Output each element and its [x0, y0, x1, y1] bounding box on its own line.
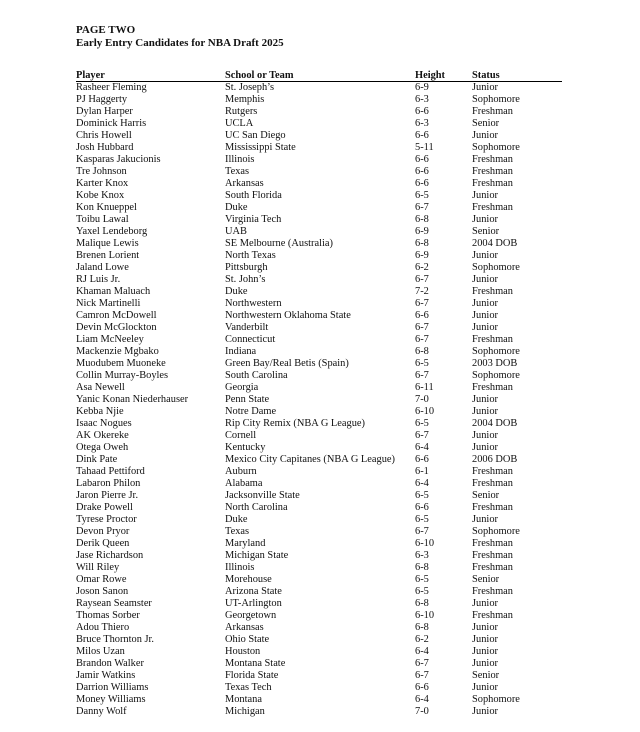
school-cell: St. John’s	[225, 274, 266, 285]
school-cell: Notre Dame	[225, 406, 277, 417]
school-cell: South Florida	[225, 190, 282, 201]
school-cell: Northwestern Oklahoma State	[225, 310, 351, 321]
height-cell: 6-5	[415, 586, 429, 597]
status-cell: Freshman	[472, 202, 513, 213]
table-row	[76, 598, 562, 610]
school-cell: Texas	[225, 166, 250, 177]
school-cell: SE Melbourne (Australia)	[225, 238, 333, 249]
table-row	[76, 490, 562, 502]
school-cell: UCLA	[225, 118, 254, 129]
status-cell: 2003 DOB	[472, 358, 518, 369]
table-row	[76, 358, 562, 370]
school-cell: Texas Tech	[225, 682, 272, 693]
player-cell: Yaxel Lendeborg	[76, 226, 148, 237]
school-cell: North Carolina	[225, 502, 288, 513]
player-cell: Chris Howell	[76, 130, 132, 141]
height-cell: 6-7	[415, 274, 429, 285]
status-cell: Sophomore	[472, 94, 520, 105]
height-cell: 6-6	[415, 454, 429, 465]
status-cell: Sophomore	[472, 262, 520, 273]
status-cell: Junior	[472, 250, 498, 261]
table-row	[76, 514, 562, 526]
height-cell: 6-6	[415, 682, 429, 693]
table-row	[76, 106, 562, 118]
height-cell: 6-2	[415, 634, 429, 645]
height-cell: 6-7	[415, 202, 429, 213]
school-cell: South Carolina	[225, 370, 288, 381]
height-cell: 6-3	[415, 550, 429, 561]
player-cell: Mackenzie Mgbako	[76, 346, 159, 357]
height-cell: 6-10	[415, 538, 435, 549]
height-cell: 7-0	[415, 394, 429, 405]
column-header-school: School or Team	[225, 70, 415, 82]
table-row	[76, 694, 562, 706]
table-row	[76, 178, 562, 190]
school-cell: North Texas	[225, 250, 276, 261]
player-cell: Collin Murray-Boyles	[76, 370, 169, 381]
player-cell: Darrion Williams	[76, 682, 149, 693]
status-cell: Senior	[472, 226, 500, 237]
status-cell: Sophomore	[472, 526, 520, 537]
table-row	[76, 130, 562, 142]
table-row	[76, 646, 562, 658]
player-cell: Kon Knueppel	[76, 202, 137, 213]
player-cell: Raysean Seamster	[76, 598, 152, 609]
player-cell: Kobe Knox	[76, 190, 125, 201]
school-cell: UC San Diego	[225, 130, 286, 141]
status-cell: Junior	[472, 406, 498, 417]
table-row	[76, 346, 562, 358]
school-cell: Michigan	[225, 706, 265, 717]
table-row	[76, 190, 562, 202]
school-cell: Duke	[225, 514, 248, 525]
school-cell: UT-Arlington	[225, 598, 282, 609]
player-cell: Milos Uzan	[76, 646, 125, 657]
table-row	[76, 706, 562, 718]
column-header-player: Player	[76, 70, 225, 82]
status-cell: Freshman	[472, 478, 513, 489]
player-cell: PJ Haggerty	[76, 94, 128, 105]
table-header-row	[76, 70, 562, 82]
status-cell: Senior	[472, 670, 500, 681]
height-cell: 6-7	[415, 370, 429, 381]
status-cell: Junior	[472, 190, 498, 201]
table-row	[76, 310, 562, 322]
status-cell: Freshman	[472, 562, 513, 573]
player-cell: Malique Lewis	[76, 238, 139, 249]
status-cell: Junior	[472, 322, 498, 333]
status-cell: Freshman	[472, 382, 513, 393]
player-cell: Tre Johnson	[76, 166, 127, 177]
table-row	[76, 394, 562, 406]
player-cell: Danny Wolf	[76, 706, 127, 717]
status-cell: Sophomore	[472, 346, 520, 357]
table-row	[76, 454, 562, 466]
height-cell: 6-6	[415, 130, 429, 141]
player-cell: Tyrese Proctor	[76, 514, 137, 525]
table-row	[76, 502, 562, 514]
height-cell: 6-5	[415, 418, 429, 429]
player-cell: Joson Sanon	[76, 586, 129, 597]
player-cell: Jaron Pierre Jr.	[76, 490, 139, 501]
height-cell: 6-9	[415, 226, 429, 237]
status-cell: Junior	[472, 646, 498, 657]
player-cell: Muodubem Muoneke	[76, 358, 166, 369]
school-cell: Mississippi State	[225, 142, 296, 153]
status-cell: Freshman	[472, 178, 513, 189]
status-cell: Sophomore	[472, 142, 520, 153]
height-cell: 6-9	[415, 250, 429, 261]
height-cell: 6-3	[415, 118, 429, 129]
table-row	[76, 610, 562, 622]
table-row	[76, 370, 562, 382]
status-cell: Freshman	[472, 586, 513, 597]
height-cell: 6-7	[415, 670, 429, 681]
player-cell: Derik Queen	[76, 538, 130, 549]
school-cell: Pittsburgh	[225, 262, 268, 273]
height-cell: 6-5	[415, 574, 429, 585]
height-cell: 6-9	[415, 82, 429, 93]
height-cell: 6-6	[415, 178, 429, 189]
school-cell: Texas	[225, 526, 250, 537]
school-cell: Green Bay/Real Betis (Spain)	[225, 358, 349, 369]
school-cell: Jacksonville State	[225, 490, 300, 501]
status-cell: Junior	[472, 706, 498, 717]
height-cell: 6-8	[415, 346, 429, 357]
height-cell: 6-4	[415, 646, 429, 657]
player-cell: Labaron Philon	[76, 478, 141, 489]
status-cell: Junior	[472, 298, 498, 309]
table-row	[76, 682, 562, 694]
status-cell: 2004 DOB	[472, 238, 518, 249]
player-cell: Bruce Thornton Jr.	[76, 634, 155, 645]
table-row	[76, 202, 562, 214]
player-cell: Khaman Maluach	[76, 286, 151, 297]
school-cell: Connecticut	[225, 334, 276, 345]
school-cell: Georgetown	[225, 610, 277, 621]
status-cell: 2006 DOB	[472, 454, 518, 465]
table-row	[76, 382, 562, 394]
school-cell: St. Joseph’s	[225, 82, 275, 93]
school-cell: Montana	[225, 694, 262, 705]
table-row	[76, 550, 562, 562]
player-cell: Will Riley	[76, 562, 120, 573]
status-cell: Freshman	[472, 154, 513, 165]
status-cell: Freshman	[472, 106, 513, 117]
status-cell: Senior	[472, 574, 500, 585]
table-row	[76, 670, 562, 682]
table-row	[76, 274, 562, 286]
player-cell: Nick Martinelli	[76, 298, 141, 309]
player-cell: Brenen Lorient	[76, 250, 140, 261]
school-cell: Houston	[225, 646, 261, 657]
player-cell: Brandon Walker	[76, 658, 144, 669]
table-row	[76, 82, 562, 95]
player-cell: Dominick Harris	[76, 118, 147, 129]
status-cell: Junior	[472, 682, 498, 693]
school-cell: Ohio State	[225, 634, 270, 645]
status-cell: Sophomore	[472, 370, 520, 381]
school-cell: Florida State	[225, 670, 279, 681]
table-row	[76, 298, 562, 310]
school-cell: Arkansas	[225, 622, 264, 633]
height-cell: 6-7	[415, 334, 429, 345]
status-cell: Junior	[472, 598, 498, 609]
status-cell: Junior	[472, 658, 498, 669]
school-cell: Maryland	[225, 538, 266, 549]
height-cell: 6-8	[415, 598, 429, 609]
status-cell: Freshman	[472, 502, 513, 513]
school-cell: Michigan State	[225, 550, 289, 561]
height-cell: 6-5	[415, 514, 429, 525]
table-row	[76, 250, 562, 262]
school-cell: Duke	[225, 286, 248, 297]
player-cell: Jamir Watkins	[76, 670, 136, 681]
height-cell: 6-6	[415, 310, 429, 321]
player-cell: Liam McNeeley	[76, 334, 144, 345]
height-cell: 6-8	[415, 238, 429, 249]
height-cell: 7-2	[415, 286, 429, 297]
status-cell: Junior	[472, 130, 498, 141]
status-cell: Senior	[472, 490, 500, 501]
table-row	[76, 334, 562, 346]
height-cell: 6-10	[415, 610, 435, 621]
status-cell: Junior	[472, 430, 498, 441]
school-cell: Mexico City Capitanes (NBA G League)	[225, 454, 395, 465]
player-cell: RJ Luis Jr.	[76, 274, 121, 285]
table-row	[76, 166, 562, 178]
status-cell: Senior	[472, 118, 500, 129]
table-row	[76, 406, 562, 418]
player-cell: Jaland Lowe	[76, 262, 129, 273]
height-cell: 6-4	[415, 442, 429, 453]
table-row	[76, 430, 562, 442]
title-block	[76, 24, 284, 50]
height-cell: 6-10	[415, 406, 435, 417]
status-cell: 2004 DOB	[472, 418, 518, 429]
height-cell: 6-8	[415, 562, 429, 573]
table-row	[76, 142, 562, 154]
height-cell: 6-5	[415, 490, 429, 501]
table-row	[76, 466, 562, 478]
player-cell: Adou Thiero	[76, 622, 130, 633]
school-cell: Alabama	[225, 478, 263, 489]
table-row	[76, 94, 562, 106]
school-cell: Virginia Tech	[225, 214, 282, 225]
player-cell: Isaac Nogues	[76, 418, 132, 429]
player-cell: AK Okereke	[76, 430, 129, 441]
player-cell: Devon Pryor	[76, 526, 130, 537]
column-header-status: Status	[472, 70, 562, 82]
school-cell: Indiana	[225, 346, 257, 357]
school-cell: Morehouse	[225, 574, 272, 585]
player-cell: Camron McDowell	[76, 310, 157, 321]
player-cell: Money Williams	[76, 694, 146, 705]
school-cell: Northwestern	[225, 298, 282, 309]
school-cell: Montana State	[225, 658, 286, 669]
status-cell: Junior	[472, 634, 498, 645]
height-cell: 6-7	[415, 658, 429, 669]
player-cell: Devin McGlockton	[76, 322, 157, 333]
status-cell: Junior	[472, 82, 498, 93]
status-cell: Junior	[472, 310, 498, 321]
school-cell: Auburn	[225, 466, 257, 477]
school-cell: Rip City Remix (NBA G League)	[225, 418, 365, 429]
height-cell: 6-6	[415, 502, 429, 513]
table-row	[76, 238, 562, 250]
player-cell: Kasparas Jakucionis	[76, 154, 161, 165]
player-cell: Kebba Njie	[76, 406, 124, 417]
height-cell: 6-6	[415, 154, 429, 165]
document-title: Early Entry Candidates for NBA Draft 2025	[76, 37, 284, 49]
school-cell: Illinois	[225, 562, 255, 573]
table-row	[76, 418, 562, 430]
school-cell: UAB	[225, 226, 247, 237]
status-cell: Freshman	[472, 550, 513, 561]
school-cell: Arizona State	[225, 586, 282, 597]
table-row	[76, 118, 562, 130]
school-cell: Illinois	[225, 154, 255, 165]
status-cell: Junior	[472, 442, 498, 453]
table-row	[76, 526, 562, 538]
player-cell: Rasheer Fleming	[76, 82, 147, 93]
height-cell: 6-8	[415, 622, 429, 633]
status-cell: Freshman	[472, 610, 513, 621]
school-cell: Rutgers	[225, 106, 258, 117]
school-cell: Duke	[225, 202, 248, 213]
table-row	[76, 634, 562, 646]
player-cell: Karter Knox	[76, 178, 129, 189]
player-cell: Josh Hubbard	[76, 142, 134, 153]
height-cell: 6-7	[415, 430, 429, 441]
player-cell: Omar Rowe	[76, 574, 127, 585]
height-cell: 6-6	[415, 106, 429, 117]
height-cell: 5-11	[415, 142, 434, 153]
school-cell: Georgia	[225, 382, 259, 393]
table-row	[76, 562, 562, 574]
player-cell: Otega Oweh	[76, 442, 129, 453]
table-row	[76, 574, 562, 586]
height-cell: 6-4	[415, 478, 429, 489]
table-row	[76, 154, 562, 166]
player-cell: Drake Powell	[76, 502, 133, 513]
page-label: PAGE TWO	[76, 24, 136, 36]
table-row	[76, 322, 562, 334]
height-cell: 6-2	[415, 262, 429, 273]
table-row	[76, 658, 562, 670]
height-cell: 7-0	[415, 706, 429, 717]
table-row	[76, 478, 562, 490]
table-row	[76, 286, 562, 298]
status-cell: Freshman	[472, 166, 513, 177]
height-cell: 6-5	[415, 190, 429, 201]
player-cell: Jase Richardson	[76, 550, 144, 561]
height-cell: 6-3	[415, 94, 429, 105]
height-cell: 6-7	[415, 298, 429, 309]
player-cell: Asa Newell	[76, 382, 125, 393]
status-cell: Junior	[472, 514, 498, 525]
school-cell: Cornell	[225, 430, 257, 441]
table-row	[76, 586, 562, 598]
height-cell: 6-7	[415, 526, 429, 537]
player-cell: Yanic Konan Niederhauser	[76, 394, 189, 405]
status-cell: Junior	[472, 274, 498, 285]
column-header-height: Height	[415, 70, 472, 82]
table-body	[76, 82, 562, 719]
table-row	[76, 226, 562, 238]
player-cell: Tahaad Pettiford	[76, 466, 145, 477]
height-cell: 6-7	[415, 322, 429, 333]
table-row	[76, 262, 562, 274]
status-cell: Freshman	[472, 334, 513, 345]
height-cell: 6-1	[415, 466, 429, 477]
table-row	[76, 622, 562, 634]
player-cell: Dink Pate	[76, 454, 118, 465]
table-row	[76, 214, 562, 226]
status-cell: Junior	[472, 394, 498, 405]
school-cell: Memphis	[225, 94, 265, 105]
height-cell: 6-11	[415, 382, 434, 393]
status-cell: Sophomore	[472, 694, 520, 705]
height-cell: 6-8	[415, 214, 429, 225]
status-cell: Junior	[472, 214, 498, 225]
school-cell: Vanderbilt	[225, 322, 269, 333]
school-cell: Kentucky	[225, 442, 266, 453]
table-row	[76, 538, 562, 550]
height-cell: 6-6	[415, 166, 429, 177]
candidates-table	[76, 70, 562, 718]
status-cell: Freshman	[472, 286, 513, 297]
school-cell: Arkansas	[225, 178, 264, 189]
height-cell: 6-4	[415, 694, 429, 705]
table-row	[76, 442, 562, 454]
player-cell: Toibu Lawal	[76, 214, 129, 225]
status-cell: Freshman	[472, 538, 513, 549]
player-cell: Dylan Harper	[76, 106, 133, 117]
status-cell: Junior	[472, 622, 498, 633]
status-cell: Freshman	[472, 466, 513, 477]
school-cell: Penn State	[225, 394, 270, 405]
player-cell: Thomas Sorber	[76, 610, 140, 621]
height-cell: 6-5	[415, 358, 429, 369]
